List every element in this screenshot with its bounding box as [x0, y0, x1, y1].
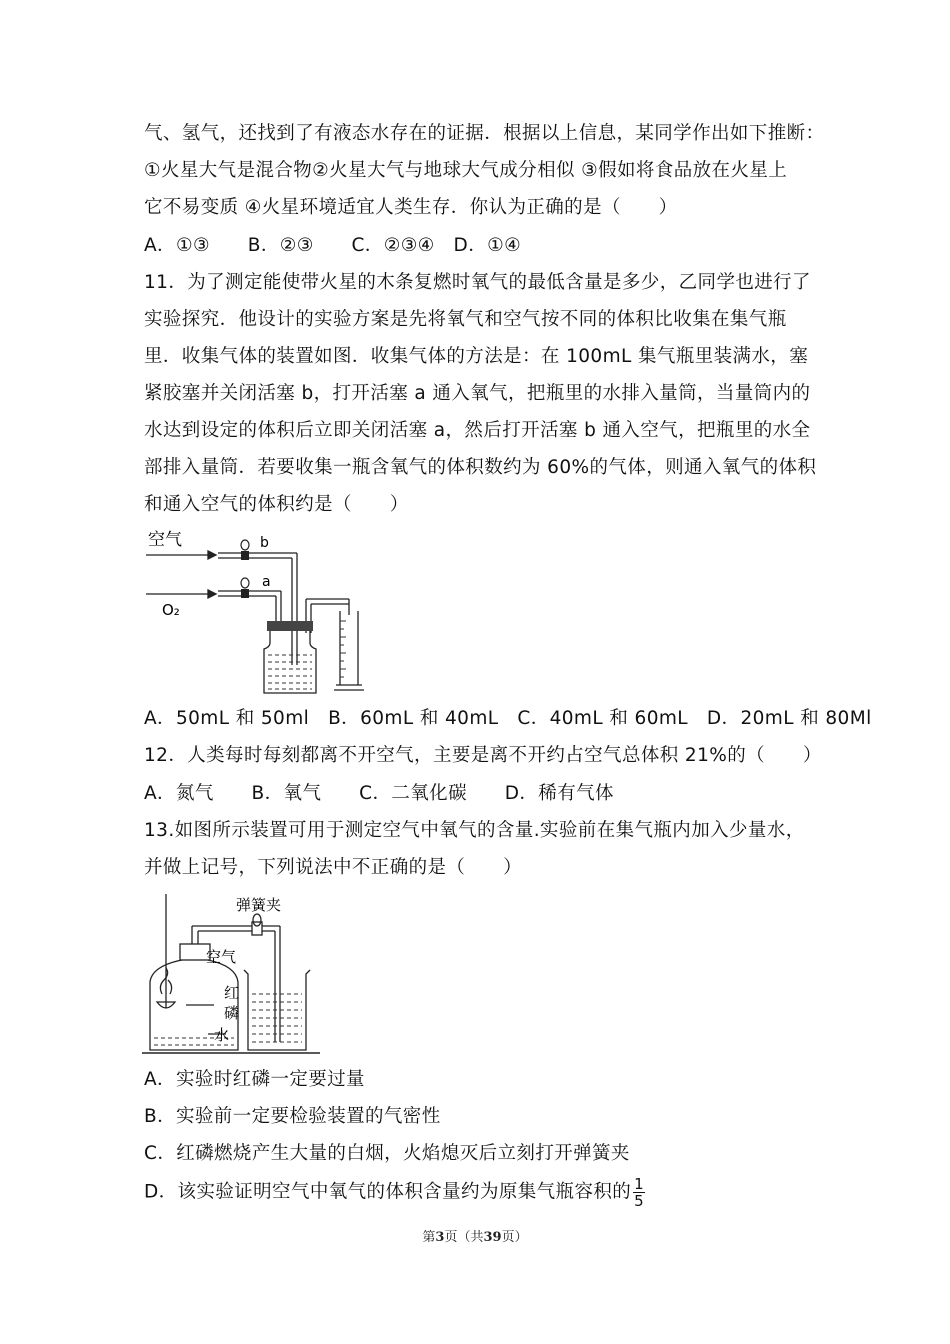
- o2-label: O₂: [162, 601, 180, 619]
- q11-line-2: 实验探究．他设计的实验方案是先将氧气和空气按不同的体积比收集在集气瓶: [144, 309, 787, 330]
- q11-line-5: 水达到设定的体积后立即关闭活塞 a，然后打开活塞 b 通入空气，把瓶里的水全: [144, 420, 811, 441]
- q10-line-3: 它不易变质 ④火星环境适宜人类生存．你认为正确的是（ ）: [144, 197, 678, 218]
- water-label: 水: [214, 1026, 230, 1044]
- q11-line-4: 紧胶塞并关闭活塞 b，打开活塞 a 通入氧气，把瓶里的水排入量筒，当量筒内的: [144, 383, 811, 404]
- footer-total-pages: 39: [483, 1230, 502, 1245]
- fraction-one-fifth: [633, 1176, 645, 1209]
- q13-line-1: 13.如图所示装置可用于测定空气中氧气的含量.实验前在集气瓶内加入少量水，: [144, 820, 805, 841]
- valve-b-label: b: [260, 535, 269, 551]
- q12-options: A．氮气 B．氧气 C．二氧化碳 D．稀有气体: [144, 783, 614, 804]
- valve-a-label: a: [262, 574, 271, 590]
- footer-suffix: 页）: [501, 1230, 528, 1245]
- q13-option-d: [144, 1176, 645, 1209]
- q11-line-6: 部排入量筒．若要收集一瓶含氧气的体积数约为 60%的气体，则通入氧气的体积: [144, 457, 817, 478]
- q10-options: A．①③ B．②③ C．②③④ D．①④: [144, 235, 522, 256]
- q11-line-7: 和通入空气的体积约是（ ）: [144, 494, 409, 515]
- red-phosphorus-experiment-figure: [140, 890, 330, 1058]
- q10-line-2: ①火星大气是混合物②火星大气与地球大气成分相似 ③假如将食品放在火星上: [144, 160, 788, 181]
- footer-prefix: 第: [422, 1230, 436, 1245]
- air-label: 空气: [148, 530, 182, 550]
- q13-option-b: B．实验前一定要检验装置的气密性: [144, 1106, 441, 1127]
- q13-option-c: C．红磷燃烧产生大量的白烟，火焰熄灭后立刻打开弹簧夹: [144, 1143, 630, 1164]
- q13-option-a: A．实验时红磷一定要过量: [144, 1069, 365, 1090]
- q11-options: A．50mL 和 50ml B．60mL 和 40mL C．40mL 和 60mL D．20mL 和 80Ml: [144, 708, 872, 729]
- q12-line-1: 12．人类每时每刻都离不开空气，主要是离不开约占空气总体积 21%的（ ）: [144, 745, 822, 766]
- clip-label: 弹簧夹: [236, 896, 282, 914]
- page-footer: [0, 1226, 950, 1245]
- q13-line-2: 并做上记号，下列说法中不正确的是（ ）: [144, 857, 523, 878]
- footer-page-number: 3: [435, 1230, 445, 1245]
- q11-line-1: 11．为了测定能使带火星的木条复燃时氧气的最低含量是多少，乙同学也进行了: [144, 272, 811, 293]
- air-label: 空气: [206, 948, 237, 966]
- footer-mid: 页（共: [444, 1230, 484, 1245]
- q13-option-d-text: D．该实验证明空气中氧气的体积含量约为原集气瓶容积的: [144, 1181, 632, 1203]
- red-label: 红: [224, 984, 240, 1002]
- fraction-numerator: 1: [634, 1175, 645, 1193]
- gas-collection-apparatus-figure: [140, 525, 380, 697]
- q10-line-1: 气、氢气，还找到了有液态水存在的证据．根据以上信息，某同学作出如下推断：: [144, 123, 825, 144]
- fraction-denominator: 5: [634, 1192, 645, 1210]
- q11-line-3: 里．收集气体的装置如图．收集气体的方法是：在 100mL 集气瓶里装满水，塞: [144, 346, 809, 367]
- phosphorus-label: 磷: [224, 1004, 240, 1022]
